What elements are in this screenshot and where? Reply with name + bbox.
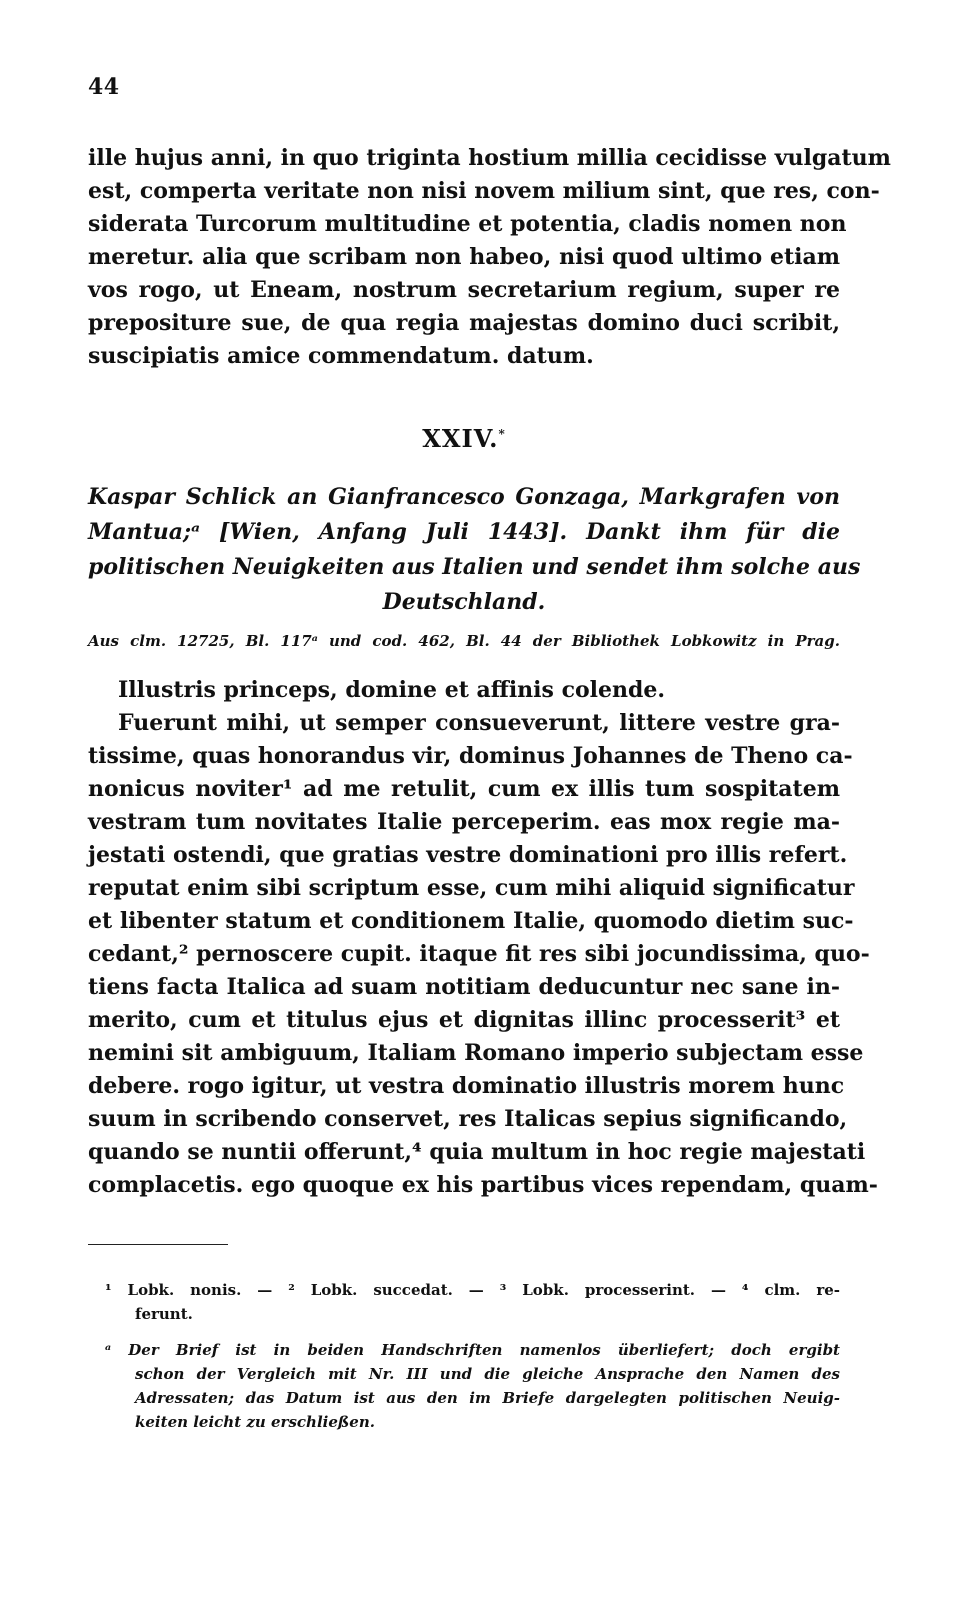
text-line: et libenter statum et conditionem Italie, quomodo dietim suc- [88,908,854,934]
text-line: tissime, quas honorandus vir, dominus Johannes de Theno ca- [88,743,853,769]
text-line: prepositure sue, de qua regia majestas domino duci scribit, [88,310,840,336]
text-line: cedant,² pernoscere cupit. itaque fit res sibi jocundissima, quo- [88,941,870,967]
text-line: meretur. alia que scribam non habeo, nisi quod ultimo etiam [88,244,840,270]
footnote-line: schon der Vergleich mit Nr. III und die gleiche Ansprache den Namen des [135,1365,840,1383]
text-line: nonicus noviter¹ ad me retulit, cum ex illis tum sospitatem [88,776,840,802]
text-line: ille hujus anni, in quo triginta hostium millia cecidisse vulgatum [88,145,891,171]
letter-number: XXIV. [422,424,499,453]
footnote-line: Adressaten; das Datum ist aus den im Briefe dargelegten politischen Neuig- [135,1389,840,1407]
text-line: debere. rogo igitur, ut vestra dominatio illustris morem hunc [88,1073,845,1099]
source-note: Aus clm. 12725, Bl. 117ᵃ und cod. 462, Bl. 44 der Bibliothek Lobkowitz in Prag. [88,632,840,650]
text-line: nemini sit ambiguum, Italiam Romano imperio subjectam esse [88,1040,864,1066]
letter-number-mark: * [498,427,506,441]
letter-summary [88,480,861,620]
footnote-line: ¹ Lobk. nonis. — ² Lobk. succedat. — ³ Lobk. processerint. — ⁴ clm. re- [105,1281,840,1299]
text-line: reputat enim sibi scriptum esse, cum mihi aliquid significatur [88,875,855,901]
text-line: est, comperta veritate non nisi novem milium sint, que res, con- [88,178,880,204]
text-line: suum in scribendo conservet, res Italicas sepius significando, [88,1106,848,1132]
text-line: vestram tum novitates Italie perceperim. eas mox regie ma- [88,809,840,835]
page-number: 44 [88,74,120,100]
text-line: quando se nuntii offerunt,⁴ quia multum in hoc regie majestati [88,1139,866,1165]
text-line: vos rogo, ut Eneam, nostrum secretarium regium, super re [88,277,840,303]
summary-line: Kaspar Schlick an Gianfrancesco Gonzaga, Markgrafen von [88,484,840,510]
footnote-line: keiten leicht zu erschließen. [135,1413,375,1431]
text-line: Fuerunt mihi, ut semper consueverunt, littere vestre gra- [118,710,840,736]
footnote-line: ferunt. [135,1305,193,1323]
summary-line: Mantua;ᵃ [Wien, Anfang Juli 1443]. Dankt ihm für die [88,519,840,545]
text-line: siderata Turcorum multitudine et potentia, cladis nomen non [88,211,847,237]
text-line: suscipiatis amice commendatum. datum. [88,343,594,369]
summary-line: politischen Neuigkeiten aus Italien und sendet ihm solche aus [88,554,861,580]
letter-heading [88,424,840,453]
text-line: jestati ostendi, que gratias vestre dominationi pro illis refert. [88,842,848,868]
text-line: complacetis. ego quoque ex his partibus vices rependam, quam- [88,1172,878,1198]
body-text-continuation [88,142,891,373]
text-line: tiens facta Italica ad suam notitiam deducuntur nec sane in- [88,974,840,1000]
letter-body [88,674,878,1202]
salutation: Illustris princeps, domine et affinis colende. [118,677,666,703]
footnote-line: ᵃ Der Brief ist in beiden Handschriften namenlos überliefert; doch ergibt [105,1341,840,1359]
summary-line: Deutschland. [382,589,546,615]
footnote-divider [88,1244,228,1245]
text-line: merito, cum et titulus ejus et dignitas illinc processerit³ et [88,1007,840,1033]
footnotes [105,1278,840,1434]
